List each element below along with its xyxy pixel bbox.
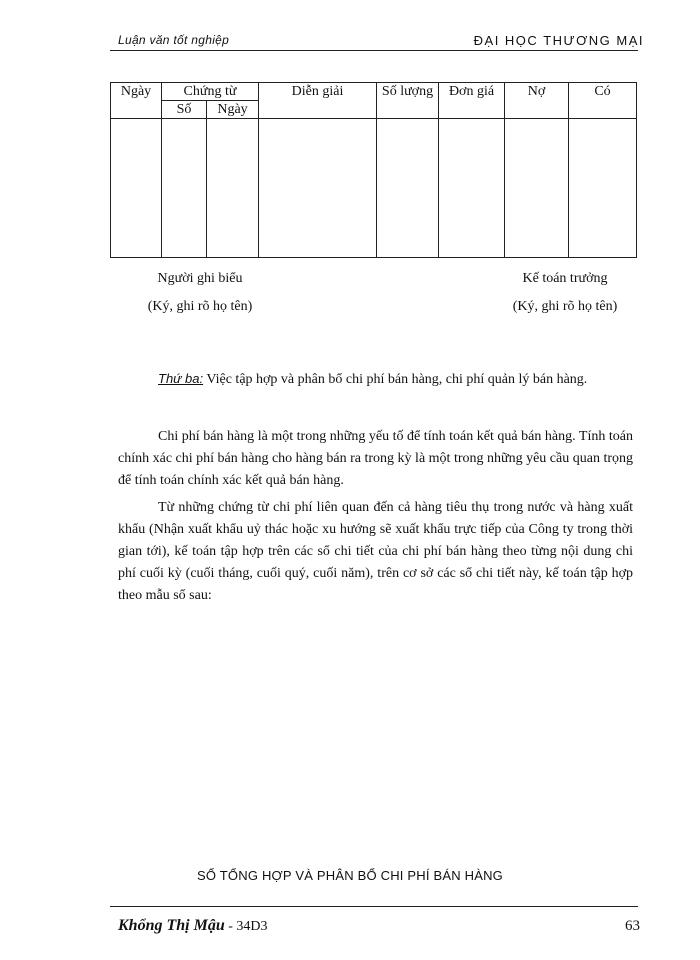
col-voucher-no: Số xyxy=(162,101,207,119)
col-unit-price: Đơn giá xyxy=(439,83,505,119)
table-cell xyxy=(162,119,207,258)
col-debit: Nợ xyxy=(505,83,569,119)
author-name: Khổng Thị Mậu xyxy=(118,917,225,934)
ledger-table xyxy=(110,82,637,258)
col-quantity: Số lượng xyxy=(377,83,439,119)
paragraph-1 xyxy=(118,368,633,391)
author-class: - 34D3 xyxy=(224,919,268,934)
signature-left-note: (Ký, ghi rõ họ tên) xyxy=(147,299,253,314)
col-voucher-date: Ngày xyxy=(207,101,259,119)
paragraph-2 xyxy=(118,426,633,492)
paragraph-3 xyxy=(118,497,633,607)
table-row xyxy=(111,119,637,258)
footer-rule xyxy=(110,906,638,907)
table-cell xyxy=(569,119,637,258)
col-credit: Có xyxy=(569,83,637,119)
col-date: Ngày xyxy=(111,83,162,119)
table-cell xyxy=(111,119,162,258)
paragraph-1-text: Việc tập hợp và phân bổ chi phí bán hàng, chi phí quản lý bán hàng. xyxy=(203,372,588,387)
running-header-left: Luận văn tốt nghiệp xyxy=(118,33,230,47)
signature-left-title: Người ghi biểu xyxy=(157,271,243,286)
table-cell xyxy=(505,119,569,258)
signature-right-note: (Ký, ghi rõ họ tên) xyxy=(512,299,618,314)
col-voucher: Chứng từ xyxy=(162,83,259,101)
table-cell xyxy=(207,119,259,258)
paragraph-3-text: Từ những chứng từ chi phí liên quan đến cả hàng tiêu thụ trong nước và hàng xuất khẩu (Nhận xuất khẩu uỷ thác hoặc xu hướng sẽ xuất khẩu trực tiếp của Công ty trong thời gian tới), kế toán tập hợp trên các sổ chi tiết của chi phí bán hàng theo từng nội dung chi phí cuối kỳ (cuối tháng, cuối quý, cuối năm), trên cơ sở các sổ chi tiết này, kế toán tập hợp theo mẫu sổ sau: xyxy=(118,500,633,603)
table-cell xyxy=(259,119,377,258)
signature-right-title: Kế toán trưởng xyxy=(522,271,608,286)
page-number: 63 xyxy=(625,918,640,934)
header-rule xyxy=(110,50,638,51)
paragraph-1-lead: Thứ ba: xyxy=(158,371,204,386)
table-cell xyxy=(377,119,439,258)
paragraph-2-text: Chi phí bán hàng là một trong những yếu tố để tính toán kết quả bán hàng. Tính toán chính xác chi phí bán hàng cho hàng bán ra trong kỳ là một trong những yêu cầu quan trọng để tính toán chính xác kết quả bán hàng. xyxy=(118,429,633,488)
running-header-right: ĐẠI HỌC THƯƠNG MẠI xyxy=(473,33,644,48)
table-cell xyxy=(439,119,505,258)
ledger-book-title: SỔ TỔNG HỢP VÀ PHÂN BỔ CHI PHÍ BÁN HÀNG xyxy=(197,868,503,883)
col-description: Diễn giải xyxy=(259,83,377,119)
footer-author xyxy=(118,917,268,935)
